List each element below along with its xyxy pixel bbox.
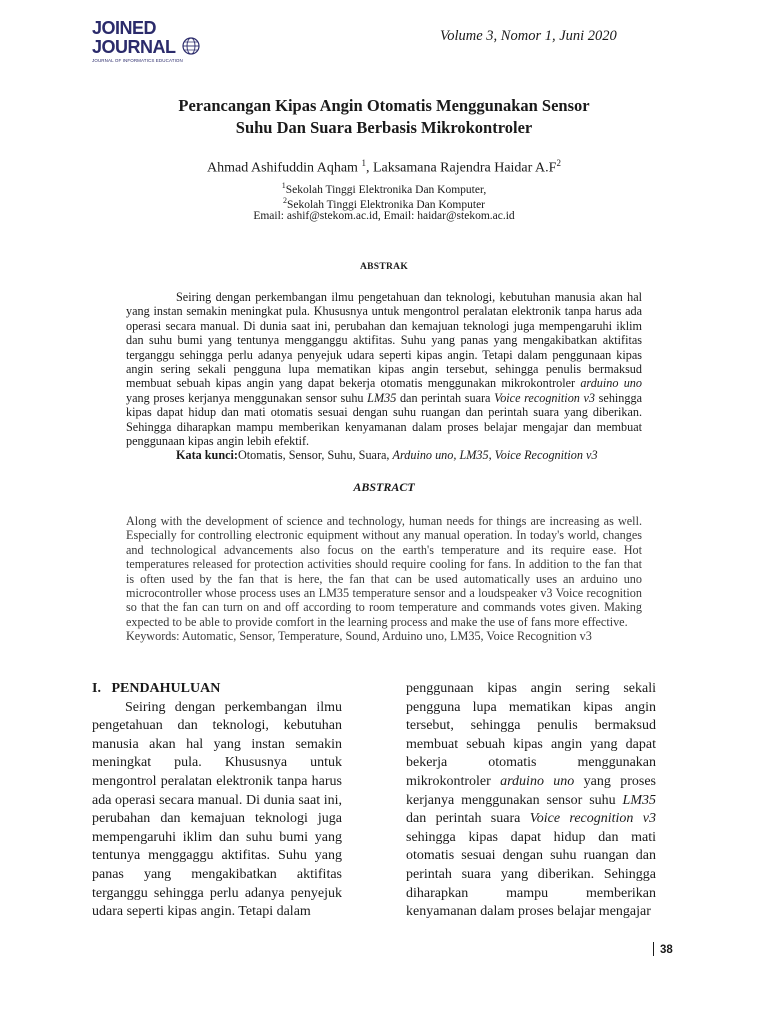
journal-logo — [92, 20, 202, 62]
volume-info: Volume 3, Nomor 1, Juni 2020 — [440, 28, 617, 44]
title-line1: Perancangan Kipas Angin Otomatis Menggunakan Sensor — [178, 96, 590, 115]
logo-line2: JOURNAL — [92, 37, 176, 57]
globe-icon — [181, 36, 201, 56]
abstrak-text-d: sehingga kipas dapat hidup dan mati otomatis sesuai dengan suhu ruangan dan perintah suara yang diberikan. Sehingga diharapkan mampu memberikan kenyamanan dalam proses belajar mengajar dan membuat penggunaan kipas angin lebih efektif. — [126, 390, 642, 449]
right-text-it2: LM35 — [622, 792, 656, 808]
body-paragraph-left: Seiring dengan perkembangan ilmu pengetahuan dan teknologi, kebutuhan manusia akan hal yang instan semakin meningkat pula. Khususnya untuk mengontrol peralatan elektronik tanpa harus ada operasi secara manual. Di dunia saat ini, perubahan dan kemajuan teknologi juga mempengaruhi iklim dan suhu bumi yang tentunya menggaggu aktifitas. Suhu yang panas yang mengakibatkan aktifitas terganggu sehingga perlu adanya penyejuk udara seperti kipas angin. Tetapi dalam — [92, 699, 342, 920]
abstrak-heading: ABSTRAK — [359, 262, 409, 272]
author-emails: Email: ashif@stekom.ac.id, Email: haidar@stekom.ac.id — [253, 210, 515, 222]
right-text-it3: Voice recognition v3 — [529, 811, 657, 827]
kata-kunci-label: Kata kunci: — [176, 448, 238, 463]
section-heading: I. PENDAHULUAN — [92, 681, 221, 696]
logo-line1: JOINED — [92, 18, 157, 38]
author-list — [0, 158, 768, 177]
aff1-sup: 1 — [281, 181, 286, 190]
paper-title — [0, 95, 768, 139]
abstract-keywords: Keywords: Automatic, Sensor, Temperature, Sound, Arduino uno, LM35, Voice Recognition v3 — [126, 629, 592, 644]
abstract-body — [126, 514, 642, 644]
abstrak-paragraph — [126, 290, 642, 448]
abstrak-text-it1: arduino uno — [580, 376, 642, 391]
right-text-b: yang proses kerjanya menggunakan sensor suhu — [406, 773, 656, 808]
kata-kunci-italic: Arduino uno, LM35, Voice Recognition v3 — [392, 448, 598, 463]
abstrak-text-it2: LM35 — [367, 390, 397, 405]
abstrak-text-a: Seiring dengan perkembangan ilmu pengetahuan dan teknologi, kebutuhan manusia akan hal yang instan semakin meningkat pula. Khususnya untuk mengontrol peralatan elektronik tanpa harus ada operasi secara manual. Di dunia saat ini, perubahan dan kemajuan teknologi juga mempengaruhi iklim dan suhu bumi yang tentunya mengganggu aktifitas. Suhu yang panas yang mengakibatkan aktifitas terganggu sehingga perlu adanya penyejuk udara seperti kipas angin. Tetapi dalam penggunaan kipas angin sering sekali pengguna lupa mematikan kipas angin tersebut, sehingga penulis bermaksud membuat sebuah kipas angin yang dapat bekerja otomatis menggunakan mikrokontroler — [126, 290, 642, 391]
body-column-right — [406, 680, 656, 922]
right-text-it1: arduino uno — [500, 773, 575, 789]
abstrak-body — [126, 290, 642, 463]
right-text-c: dan perintah suara — [406, 811, 530, 827]
right-text-d: sehingga kipas dapat hidup dan mati otomatis sesuai dengan suhu ruangan dan perintah suara yang diberikan. Sehingga diharapkan mampu memberikan kenyamanan dalam proses belajar mengajar — [406, 829, 656, 920]
author-1: Ahmad Ashifuddin Aqham — [207, 160, 358, 176]
abstrak-text-c: dan perintah suara — [396, 390, 495, 405]
title-line2: Suhu Dan Suara Berbasis Mikrokontroler — [235, 118, 533, 137]
body-paragraph-right — [406, 680, 656, 922]
aff2-text: Sekolah Tinggi Elektronika Dan Komputer — [286, 198, 486, 211]
abstrak-text-b: yang proses kerjanya menggunakan sensor suhu — [126, 390, 368, 405]
page-number — [653, 942, 673, 956]
logo-subtitle: JOURNAL OF INFORMATICS EDUCATION — [92, 58, 183, 63]
author-2: Laksamana Rajendra Haidar A.F — [372, 160, 557, 176]
kata-kunci — [126, 448, 642, 462]
author-sep: , — [365, 160, 373, 176]
abstrak-text-it3: Voice recognition v3 — [494, 390, 596, 405]
aff2-sup: 2 — [282, 196, 287, 205]
kata-kunci-text: Otomatis, Sensor, Suhu, Suara, — [237, 448, 393, 463]
abstract-paragraph: Along with the development of science and technology, human needs for things are increasing as well. Especially for controlling electronic equipment without any manual operation. In today's world, changes and technological advancements also focus on the earth's temperature and its require ease. Hot temperatures released for protection activities should require cooling for fans. In addition to the fan that is often used by the fan that is here, the fan that can be used automatically uses an arduino uno microcontroller whose process uses an LM35 temperature sensor and a loudspeaker v3 Voice recognition so that the fan can turn on and off according to room temperature and commands votes given. Making expected to be able to provide comfort in the learning process and make the use of fans more effective. — [126, 514, 642, 629]
body-column-left — [92, 680, 342, 922]
author-2-sup: 2 — [556, 158, 561, 168]
page-number-value: 38 — [660, 944, 673, 956]
aff1-text: Sekolah Tinggi Elektronika Dan Komputer, — [285, 183, 487, 196]
abstract-heading: ABSTRACT — [353, 480, 415, 494]
right-text-a: penggunaan kipas angin sering sekali pengguna lupa mematikan kipas angin tersebut, sehingga penulis bermaksud membuat sebuah kipas angin yang dapat bekerja otomatis menggunakan mikrokontroler — [406, 681, 656, 789]
author-1-sup: 1 — [361, 158, 366, 168]
logo-wordmark — [92, 20, 202, 56]
page-number-divider — [653, 942, 654, 956]
